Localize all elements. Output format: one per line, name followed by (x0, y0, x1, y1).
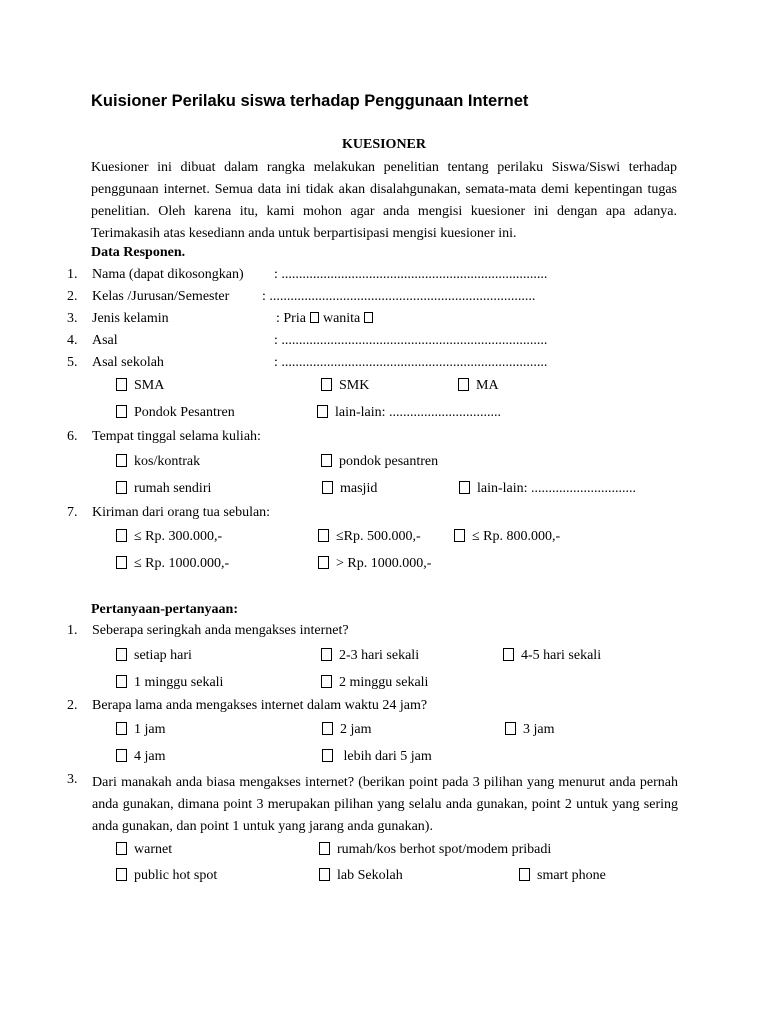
checkbox-icon[interactable] (116, 556, 127, 569)
checkbox-icon[interactable] (321, 675, 332, 688)
duration-question: Berapa lama anda mengakses internet dalam waktu 24 jam? (92, 698, 428, 713)
school-field[interactable]: : ............................................................................ (274, 355, 548, 370)
location-question: Dari manakah anda biasa mengakses internet? (berikan point pada 3 pilihan yang menurut anda pernah anda gunakan, dimana point 3 merupakan pilihan yang selalu anda gunakan, point 2 untuk yang sering anda gunakan, dan point 1 untuk yang jarang anda gunakan). (92, 775, 678, 834)
class-label: Kelas /Jurusan/Semester (92, 289, 230, 304)
item-number: 3. (67, 772, 78, 787)
option-allowance-over-1000k[interactable]: > Rp. 1000.000,- (318, 556, 431, 572)
item-number: 2. (67, 289, 78, 304)
checkbox-icon[interactable] (116, 842, 127, 855)
option-1-jam[interactable]: 1 jam (116, 722, 166, 738)
option-allowance-300k[interactable]: ≤ Rp. 300.000,- (116, 529, 222, 545)
class-field[interactable]: : ............................................................................ (262, 289, 536, 304)
option-lab-sekolah[interactable]: lab Sekolah (319, 868, 403, 884)
checkbox-icon[interactable] (322, 722, 333, 735)
checkbox-icon[interactable] (319, 868, 330, 881)
checkbox-female[interactable] (364, 312, 373, 323)
name-label: Nama (dapat dikosongkan) (92, 267, 244, 282)
checkbox-icon[interactable] (322, 481, 333, 494)
option-kos-kontrak[interactable]: kos/kontrak (116, 454, 200, 470)
option-setiap-hari[interactable]: setiap hari (116, 648, 192, 664)
origin-label: Asal (92, 333, 118, 348)
option-lebih-5-jam[interactable]: lebih dari 5 jam (322, 749, 432, 765)
option-2-jam[interactable]: 2 jam (322, 722, 372, 738)
checkbox-icon[interactable] (321, 378, 332, 391)
checkbox-icon[interactable] (322, 749, 333, 762)
option-lain-lain[interactable]: lain-lain: ................................ (317, 405, 501, 421)
data-responden-heading: Data Responen. (91, 245, 186, 260)
item-number: 4. (67, 333, 78, 348)
checkbox-icon[interactable] (116, 529, 127, 542)
document-title: Kuisioner Perilaku siswa terhadap Penggunaan Internet (91, 92, 529, 110)
frequency-question: Seberapa seringkah anda mengakses internet? (92, 623, 349, 638)
intro-paragraph: Kuesioner ini dibuat dalam rangka melakukan penelitian tentang perilaku Siswa/Siswi terhadap penggunaan internet. Semua data ini tidak akan disalahgunakan, semata-mata demi kepentingan tugas penelitian. Oleh karena itu, kami mohon agar anda mengisi kuesioner ini dengan apa adanya. Terimakasih atas kesediann anda untuk berpartisipasi mengisi kuesioner ini. (91, 160, 677, 241)
checkbox-icon[interactable] (321, 454, 332, 467)
checkbox-icon[interactable] (321, 648, 332, 661)
option-allowance-500k[interactable]: ≤Rp. 500.000,- (318, 529, 421, 545)
gender-female-label: wanita (322, 311, 361, 326)
checkbox-icon[interactable] (116, 675, 127, 688)
option-4-jam[interactable]: 4 jam (116, 749, 166, 765)
questions-heading: Pertanyaan-pertanyaan: (91, 602, 238, 617)
item-number: 5. (67, 355, 78, 370)
checkbox-icon[interactable] (116, 722, 127, 735)
option-rumah-sendiri[interactable]: rumah sendiri (116, 481, 211, 497)
origin-field[interactable]: : ............................................................................ (274, 333, 548, 348)
option-2-3-hari[interactable]: 2-3 hari sekali (321, 648, 419, 664)
option-2-minggu[interactable]: 2 minggu sekali (321, 675, 428, 691)
gender-label: Jenis kelamin (92, 311, 169, 326)
checkbox-icon[interactable] (116, 378, 127, 391)
option-ma[interactable]: MA (458, 378, 499, 394)
name-field[interactable]: : ............................................................................ (274, 267, 548, 282)
item-number: 2. (67, 698, 78, 713)
checkbox-icon[interactable] (454, 529, 465, 542)
option-masjid[interactable]: masjid (322, 481, 377, 497)
option-pondok-pesantren[interactable]: Pondok Pesantren (116, 405, 235, 421)
checkbox-icon[interactable] (317, 405, 328, 418)
questionnaire-heading: KUESIONER (341, 137, 427, 152)
checkbox-icon[interactable] (318, 529, 329, 542)
checkbox-male[interactable] (310, 312, 319, 323)
checkbox-icon[interactable] (319, 842, 330, 855)
option-smk[interactable]: SMK (321, 378, 369, 394)
option-1-minggu[interactable]: 1 minggu sekali (116, 675, 223, 691)
item-number: 1. (67, 267, 78, 282)
option-4-5-hari[interactable]: 4-5 hari sekali (503, 648, 601, 664)
checkbox-icon[interactable] (505, 722, 516, 735)
option-allowance-1000k[interactable]: ≤ Rp. 1000.000,- (116, 556, 229, 572)
item-number: 1. (67, 623, 78, 638)
item-number: 3. (67, 311, 78, 326)
checkbox-icon[interactable] (116, 405, 127, 418)
checkbox-icon[interactable] (503, 648, 514, 661)
residence-label: Tempat tinggal selama kuliah: (92, 429, 261, 444)
option-lain-lain[interactable]: lain-lain: .............................. (459, 481, 636, 497)
school-label: Asal sekolah (92, 355, 164, 370)
option-sma[interactable]: SMA (116, 378, 164, 394)
checkbox-icon[interactable] (116, 749, 127, 762)
checkbox-icon[interactable] (458, 378, 469, 391)
checkbox-icon[interactable] (459, 481, 470, 494)
item-number: 6. (67, 429, 78, 444)
option-3-jam[interactable]: 3 jam (505, 722, 555, 738)
allowance-label: Kiriman dari orang tua sebulan: (92, 505, 271, 520)
checkbox-icon[interactable] (116, 454, 127, 467)
gender-field (276, 311, 377, 327)
option-smart-phone[interactable]: smart phone (519, 868, 606, 884)
item-number: 7. (67, 505, 78, 520)
option-warnet[interactable]: warnet (116, 842, 172, 858)
checkbox-icon[interactable] (116, 481, 127, 494)
checkbox-icon[interactable] (318, 556, 329, 569)
option-rumah-kos-hotspot[interactable]: rumah/kos berhot spot/modem pribadi (319, 842, 551, 858)
gender-prefix: : Pria (276, 311, 306, 326)
option-public-hotspot[interactable]: public hot spot (116, 868, 217, 884)
checkbox-icon[interactable] (116, 648, 127, 661)
option-pondok-pesantren[interactable]: pondok pesantren (321, 454, 438, 470)
option-allowance-800k[interactable]: ≤ Rp. 800.000,- (454, 529, 560, 545)
checkbox-icon[interactable] (116, 868, 127, 881)
checkbox-icon[interactable] (519, 868, 530, 881)
